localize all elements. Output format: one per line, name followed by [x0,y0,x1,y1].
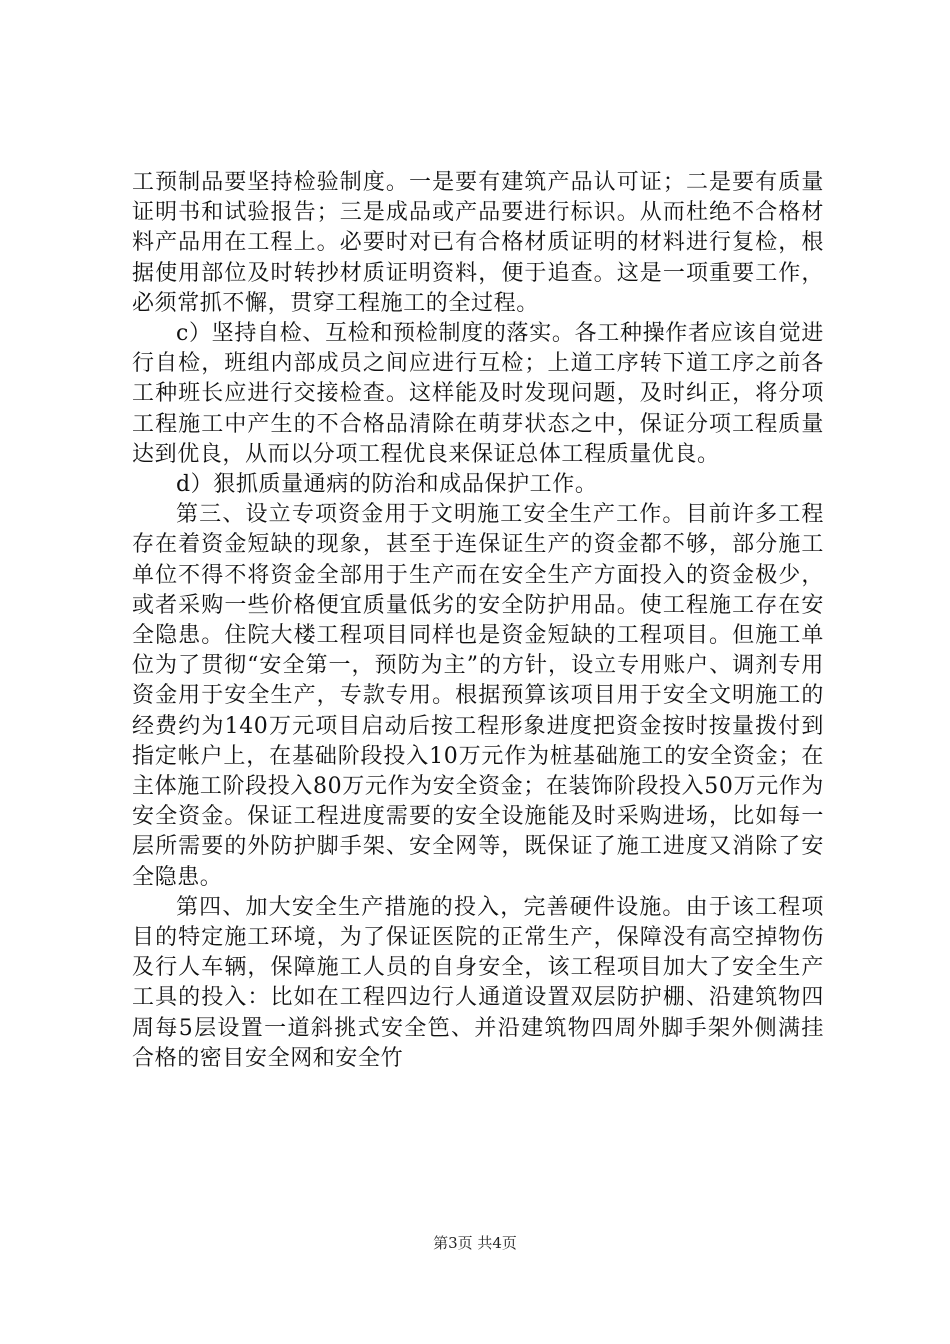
page-footer [0,1233,950,1253]
paragraph-special-funds: 第三、设立专项资金用于文明施工安全生产工作。目前许多工程存在着资金短缺的现象，甚至于连保证生产的资金都不够，部分施工单位不得不将资金全部用于生产而在安全生产方面投入的资金极少，或者采购一些价格便宜质量低劣的安全防护用品。使工程施工存在安全隐患。住院大楼工程项目同样也是资金短缺的工程项目。但施工单位为了贯彻“安全第一，预防为主”的方针，设立专用账户、调剂专用资金用于安全生产，专款专用。根据预算该项目用于安全文明施工的经费约为140万元项目启动后按工程形象进度把资金按时按量拨付到指定帐户上，在基础阶段投入10万元作为桩基础施工的安全资金；在主体施工阶段投入80万元作为安全资金；在装饰阶段投入50万元作为安全资金。保证工程进度需要的安全设施能及时采购进场，比如每一层所需要的外防护脚手架、安全网等，既保证了施工进度又消除了安全隐患。 [132,502,824,890]
paragraph-self-inspection: c）坚持自检、互检和预检制度的落实。各工种操作者应该自觉进行自检，班组内部成员之间应进行互检；上道工序转下道工序之前各工种班长应进行交接检查。这样能及时发现问题，及时纠正，将分项工程施工中产生的不合格品清除在萌芽状态之中，保证分项工程质量达到优良，从而以分项工程优良来保证总体工程质量优良。 [132,321,824,467]
document-body [132,168,824,1074]
paragraph-safety-investment: 第四、加大安全生产措施的投入，完善硬件设施。由于该工程项目的特定施工环境，为了保证医院的正常生产，保障没有高空掉物伤及行人车辆，保障施工人员的自身安全，该工程项目加大了安全生产工具的投入：比如在工程四边行人通道设置双层防护棚、沿建筑物四周每5层设置一道斜挑式安全笆、并沿建筑物四周外脚手架外侧满挂合格的密目安全网和安全竹 [132,894,824,1071]
page-number: 第3页 共4页 [433,1234,517,1252]
paragraph-material-inspection: 工预制品要坚持检验制度。一是要有建筑产品认可证；二是要有质量证明书和试验报告；三是成品或产品要进行标识。从而杜绝不合格材料产品用在工程上。必要时对已有合格材质证明的材料进行复检，根据使用部位及时转抄材质证明资料，便于追查。这是一项重要工作，必须常抓不懈，贯穿工程施工的全过程。 [132,170,824,316]
paragraph-quality-defects: d）狠抓质量通病的防治和成品保护工作。 [176,472,598,498]
